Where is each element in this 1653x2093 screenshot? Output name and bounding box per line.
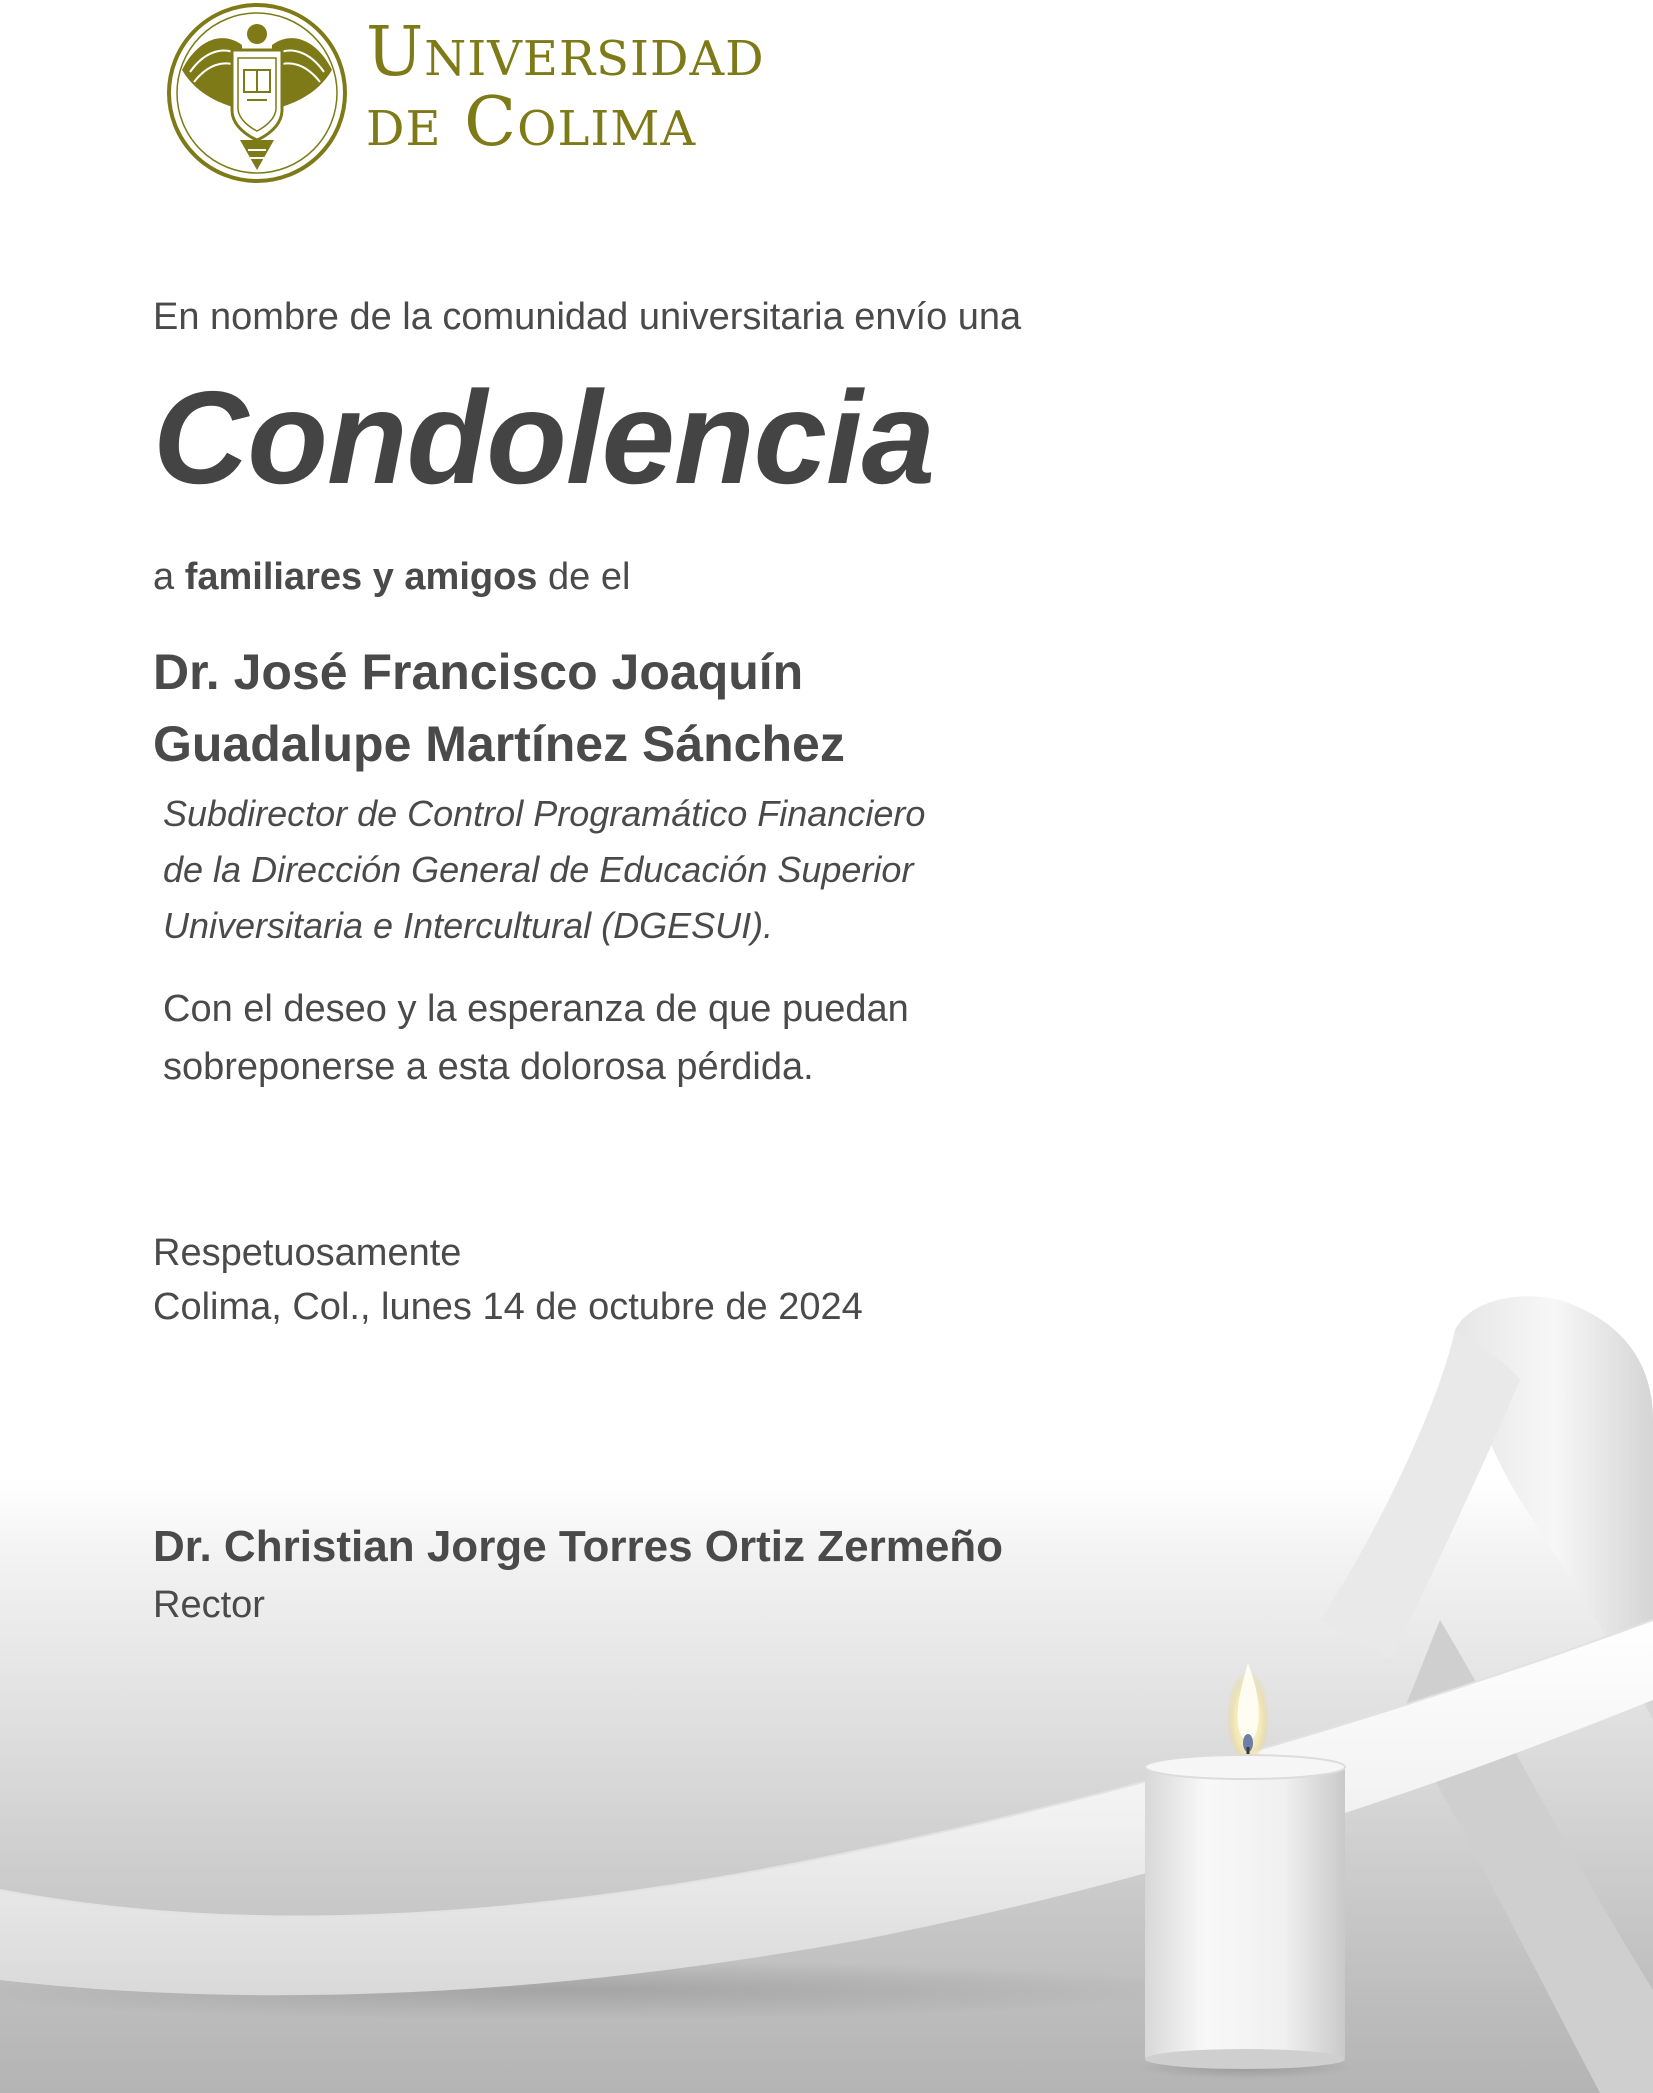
signer-name: Dr. Christian Jorge Torres Ortiz Zermeño — [153, 1522, 1004, 1571]
condolence-wish — [163, 980, 909, 1096]
closing-block — [153, 1226, 863, 1334]
university-seal-eagle-icon — [152, 0, 362, 186]
wish-line: Con el deseo y la esperanza de que puedan — [163, 988, 909, 1030]
university-name-line1: Universidad — [366, 13, 765, 92]
position-line: Universitaria e Intercultural (DGESUI). — [163, 905, 774, 946]
wish-line: sobreponerse a esta dolorosa pérdida. — [163, 1046, 814, 1088]
place-date: Colima, Col., lunes 14 de octubre de 2024 — [153, 1286, 863, 1328]
deceased-name-line1: Dr. José Francisco Joaquín — [153, 644, 804, 700]
deceased-name — [153, 636, 845, 780]
intro-text: En nombre de la comunidad universitaria envío una — [153, 296, 1022, 338]
deceased-position — [163, 786, 925, 954]
page-title: Condolencia — [153, 364, 935, 511]
closing-salutation: Respetuosamente — [153, 1232, 462, 1274]
position-line: de la Dirección General de Educación Superior — [163, 849, 914, 890]
signer-title: Rector — [153, 1584, 265, 1626]
position-line: Subdirector de Control Programático Financiero — [163, 793, 926, 834]
recipients-line — [153, 556, 630, 599]
university-name — [366, 13, 765, 162]
lit-candle-icon — [1130, 1655, 1360, 2080]
university-name-line2: de Colima — [366, 83, 697, 162]
recipients-prefix: a — [153, 556, 185, 598]
recipients-suffix: de el — [537, 556, 631, 598]
recipients-bold: familiares y amigos — [184, 556, 538, 598]
deceased-name-line2: Guadalupe Martínez Sánchez — [153, 716, 845, 772]
